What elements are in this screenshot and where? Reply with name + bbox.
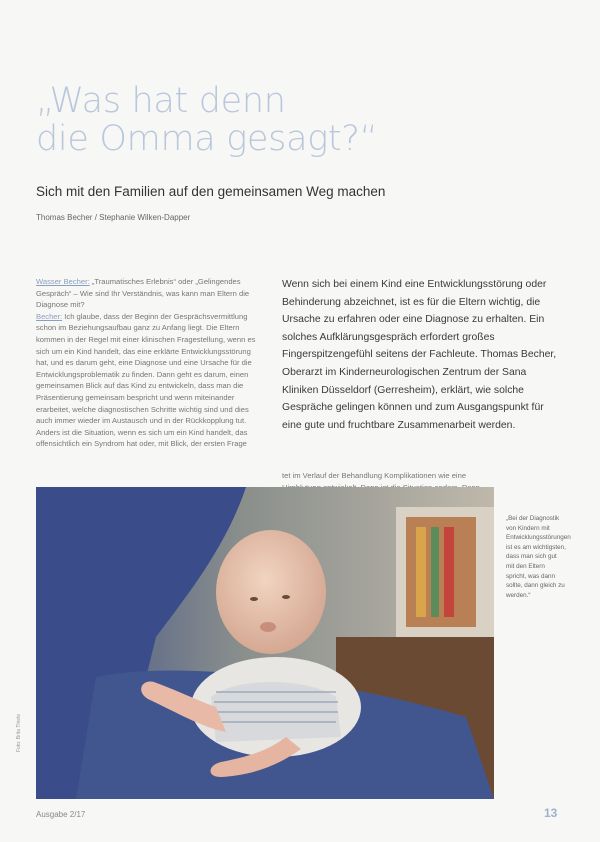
photo-caption: „Bei der Diagnostik von Kindern mit Entwicklungsstörungen ist es am wichtigsten, dass man sich gut mit den Eltern spricht, was dann sollte, dann gleich zu werden.“ [506,515,571,599]
title-line-2: die Omma gesagt?“ [36,119,378,159]
body-column-left [36,276,262,450]
title-line-1: „Was hat denn [36,81,286,121]
question-text: „Traumatisches Erlebnis“ oder „Gelingendes Gespräch“ – Wie sind Ihr Verständnis, was kann man Eltern die Diagnose mit? [36,277,250,310]
footer-issue: Ausgabe 2/17 [36,810,86,819]
page-number: 13 [544,806,558,820]
article-authors: Thomas Becher / Stephanie Wilken-Dapper [36,213,191,222]
question-label: Wasser Becher: [36,277,90,286]
body-column-right: tet im Verlauf der Behandlung Komplikationen wie eine [282,471,467,480]
answer-label: Becher: [36,311,63,321]
article-title [36,82,456,158]
intro-paragraph: Wenn sich bei einem Kind eine Entwicklungsstörung oder Behinderung abzeichnet, ist es für die Eltern wichtig, die Ursache zu erfahren oder eine Diagnose zu erhalten. Ein solches Aufklärungsgespräch erfordert großes Fingerspitzengefühl seitens der Fachleute. Thomas Becher, Oberarzt im Kinderneurologischen Zentrum der Sana Kliniken Düsseldorf (Gerresheim), erklärt, wie solche Gespräche gelingen können und zum Ausgangspunkt für eine gute und fruchtbare Zusammenarbeit werden. [282,279,557,431]
photo-credit: Foto: Brita Thiele [16,714,22,752]
article-photo [36,487,494,799]
answer-text: Ich glaube, dass der Beginn der Gesprächsvermittlung schon im Beziehungsaufbau ganz zu Anfang liegt. Die Eltern kommen in der Regel mit einer klinischen Fragestellung, wenn es sich um ein Kind handelt, das eine erklärte Entwicklungsstörung hat, und es darum geht, eine Diagnose und eine Ursache für die Entwicklungsproblematik zu finden. Dann geht es darum, einen gemeinsamen Blick auf das Kind zu entwickeln, dass man die Präsentierung gemeinsam bespricht und wenn miteinander erarbeitet, welche diagnostischen Schritte wichtig sind und dies auch immer wieder im Austausch und in der Rückkopplung tut. Anders ist die Situation, wenn es sich um ein Kind handelt, das offensichtlich ein Syndrom hat oder, mit Blick, der ersten Frage [36,311,256,449]
baby-photo-illustration [36,487,494,799]
article-subtitle: Sich mit den Familien auf den gemeinsamen Weg machen [36,184,386,199]
